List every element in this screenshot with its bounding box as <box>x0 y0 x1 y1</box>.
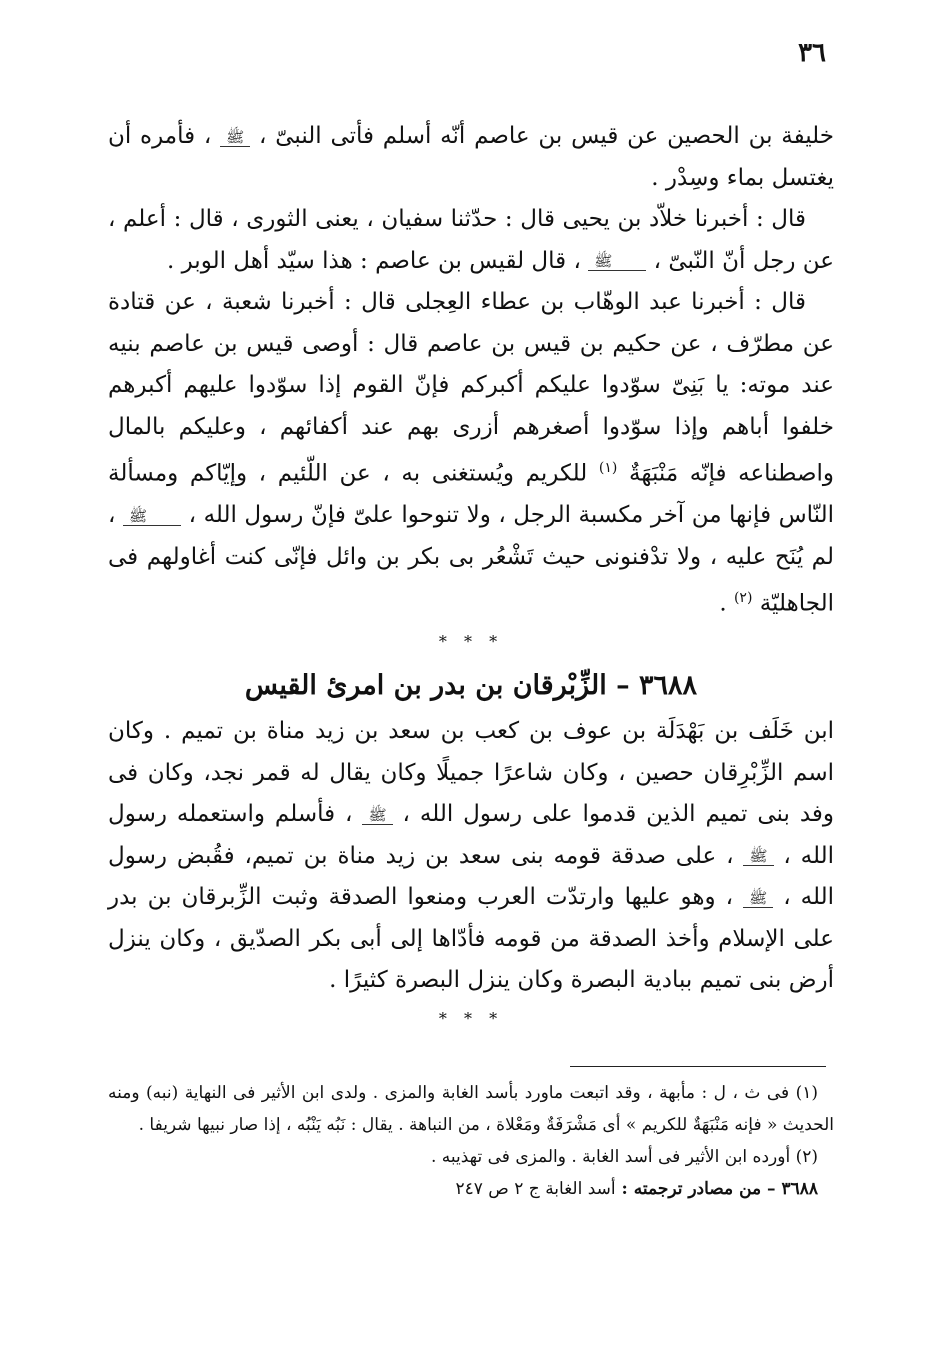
paragraph-text: قال : أخبرنا خلاّد بن يحيى قال : حدّثنا سفيان ، يعنى الثورى ، قال : أعلم ، عن رجل أنّ النّبىّ ، <box>108 206 834 274</box>
paragraph-text: ، على صدقة قومه بنى سعد بن زيد مناة بن تميم، فقُبض رسول الله ، <box>108 842 835 911</box>
paragraph-text: خليفة بن الحصين عن قيس بن عاصم أنّه أسلم فأتى النبىّ ، <box>259 123 834 149</box>
salla-honorific-icon: ﷺ <box>362 806 392 825</box>
paragraph-text: . <box>719 590 727 617</box>
paragraph-text: ، قال لقيس بن عاصم : هذا سيّد أهل الوبر . <box>166 247 581 274</box>
footnote-1: (١) فى ث ، ل : مأبهة ، وقد اتبعت ماورد بأسد الغابة والمزى . ولدى ابن الأثير فى النهاية (نبه) ومنه الحديث « فإنه مَنْبَهَةٌ للكريم » أى مَشْرَفَةٌ ومَعْلاة ، من النباهة . يقال : نَبُه يَنْبُه ، إذا صار نبيها شريفا . <box>108 1083 834 1135</box>
footnote-ref-1[interactable]: (١) <box>598 460 618 476</box>
main-text <box>108 116 834 1038</box>
salla-honorific-icon: ﷺ <box>743 889 773 908</box>
paragraph-text: قال : أخبرنا عبد الوهّاب بن عطاء العِجلى قال : أخبرنا شعبة ، عن قتادة عن مطرّف ، عن حكيم بن قيس بن عاصم قال : أوصى قيس بن عاصم بنيه عند موته: يا بَنِىّ سوّدوا عليكم أكبركم فإنّ القوم إذا سوّدوا عليهم أكبرهم خلفوا أباهم وإذا سوّدوا أصغرهم أزرى بهم عند أكفائهم ، وعليكم بالمال واصطناعه فإنّه مَنْبَهَةٌ <box>108 289 835 487</box>
section-separator: * * * <box>438 1008 504 1028</box>
paragraph-text: ابن خَلَف بن بَهْدَلَة بن عوف بن كعب بن سعد بن زيد مناة بن تميم . وكان اسم الزِّبْرِقان حصين ، وكان شاعرًا جميلًا وكان يقال له قمر نجد، وكان فى وفد بنى تميم الذين قدموا على رسول الله ، <box>108 718 835 828</box>
salla-honorific-icon: ﷺ <box>220 128 250 147</box>
entry-number: ٣٦٨٨ <box>639 670 698 702</box>
footnote-2: (٢) أورده ابن الأثير فى أسد الغابة . والمزى فى تهذيبه . <box>430 1147 818 1167</box>
page-number: ٣٦ <box>798 38 826 68</box>
sources-text: أسد الغابة ج ٢ ص ٢٤٧ <box>455 1179 616 1199</box>
paragraph-text: ، فأمره أن يغتسل بماء وسِدْر . <box>108 123 834 191</box>
paragraph-1 <box>108 116 834 199</box>
sources-label: ٣٦٨٨ – من مصادر ترجمته : <box>621 1179 818 1199</box>
footnote-divider <box>570 1066 826 1067</box>
entry-paragraph <box>108 711 834 1002</box>
footnote-ref-2[interactable]: (٢) <box>733 590 753 607</box>
salla-honorific-icon: ﷺ <box>743 847 773 866</box>
entry-dash: – <box>616 670 630 702</box>
footnotes <box>108 1077 834 1205</box>
paragraph-text: ، فأسلم واستعمله رسول الله ، <box>108 801 835 869</box>
section-separator: * * * <box>438 632 504 652</box>
paragraph-3 <box>108 282 834 625</box>
salla-honorific-icon: ﷺ <box>588 252 646 271</box>
entry-heading <box>108 661 834 711</box>
paragraph-text: ، لم يُنَح عليه ، ولا تدْفنونى حيث تَشْعُر بى بكر بن وائل فإنّى كنت أغاولهم فى الجاهليّة <box>108 502 834 617</box>
sources-line <box>108 1173 834 1205</box>
paragraph-2 <box>108 199 834 282</box>
salla-honorific-icon: ﷺ <box>123 507 181 526</box>
entry-title: الزِّبْرقان بن بدر بن امرئ القيس <box>244 670 607 702</box>
paragraph-text: ، وهو عليها وارتدّت العرب ومنعوا الصدقة وثبت الزِّبرقان بن بدر على الإسلام وأخذ الصدقة من قومه فأدّاها إلى أبى بكر الصدّيق ، وكان ينزل أرض بنى تميم ببادية البصرة وكان ينزل البصرة كثيرًا . <box>108 884 834 994</box>
paragraph-text: للكريم ويُستغنى به ، عن اللّئيم ، وإيّاكم ومسألة النّاس فإنها من آخر مكسبة الرجل ، ولا تنوحوا علىّ فإنّ رسول الله ، <box>108 460 835 529</box>
